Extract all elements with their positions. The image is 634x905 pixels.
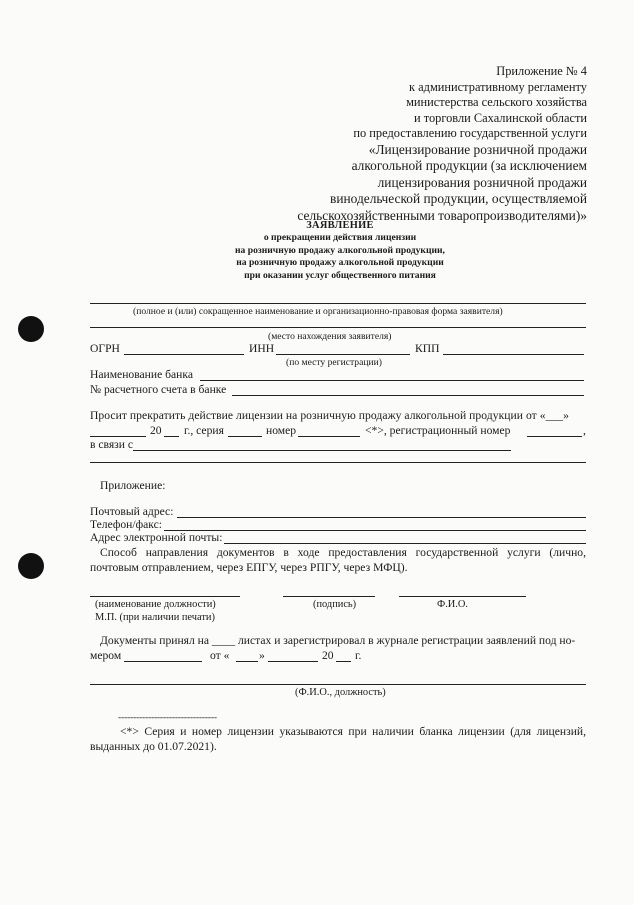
postal-field[interactable] bbox=[177, 517, 586, 518]
email-field[interactable] bbox=[224, 543, 586, 544]
attachment-label: Приложение: bbox=[100, 479, 166, 492]
signature-caption: (подпись) bbox=[313, 599, 357, 610]
bank-label: Наименование банка bbox=[90, 368, 193, 381]
appendix-line: винодельческой продукции, осуществляемой bbox=[330, 191, 587, 207]
appendix-line: к административному регламенту bbox=[409, 79, 587, 94]
accepted-number-label: мером bbox=[90, 649, 122, 662]
series-field[interactable] bbox=[228, 436, 262, 437]
document-heading bbox=[150, 220, 530, 282]
date-day-month-field[interactable] bbox=[90, 436, 146, 437]
accepted-quote-close: » bbox=[259, 649, 265, 662]
document-title: ЗАЯВЛЕНИЕ bbox=[306, 220, 374, 231]
postal-label: Почтовый адрес: bbox=[90, 505, 174, 518]
heading-line: на розничную продажу алкогольной продукции bbox=[236, 257, 444, 269]
heading-line: о прекращении действия лицензии bbox=[263, 232, 417, 244]
year-field[interactable] bbox=[164, 436, 179, 437]
ogrn-label: ОГРН bbox=[90, 342, 120, 355]
request-text: Просит прекратить действие лицензии на розничную продажу алкогольной продукции от «___» bbox=[90, 409, 569, 422]
appendix-line: и торговли Сахалинской области bbox=[413, 110, 587, 125]
bank-field[interactable] bbox=[200, 380, 584, 381]
delivery-method-text: Способ направления документов в ходе предоставления государственной услуги (лично, почтовым отправлением, через ЕПГУ, через РПГУ, через МФЦ). bbox=[90, 546, 586, 574]
punch-hole-top bbox=[18, 316, 44, 342]
registration-caption: (по месту регистрации) bbox=[286, 357, 382, 368]
reg-number-field[interactable] bbox=[527, 436, 582, 437]
appendix-line: лицензирования розничной продажи bbox=[377, 174, 587, 190]
applicant-location-field[interactable] bbox=[90, 327, 586, 328]
appendix-line: министерства сельского хозяйства bbox=[406, 95, 587, 110]
accepted-year-field[interactable] bbox=[336, 661, 351, 662]
reason-field-continuation[interactable] bbox=[90, 462, 586, 463]
appendix-line: по предоставлению государственной услуги bbox=[353, 126, 587, 141]
heading-line: на розничную продажу алкогольной продукции, bbox=[235, 244, 445, 256]
receiver-caption: (Ф.И.О., должность) bbox=[295, 687, 386, 698]
applicant-name-caption: (полное и (или) сокращенное наименование и организационно-правовая форма заявителя) bbox=[133, 306, 503, 317]
account-field[interactable] bbox=[232, 395, 584, 396]
inn-field[interactable] bbox=[276, 354, 410, 355]
accepted-number-field[interactable] bbox=[124, 661, 202, 662]
accepted-month-field[interactable] bbox=[268, 661, 318, 662]
heading-line: при оказании услуг общественного питания bbox=[244, 269, 436, 281]
kpp-label: КПП bbox=[415, 342, 440, 355]
reg-number-label: <*>, регистрационный номер bbox=[365, 424, 511, 437]
accepted-text-line1: Документы принял на ____ листах и зарегистрировал в журнале регистрации заявлений под но- bbox=[100, 634, 576, 647]
accepted-year-prefix: 20 bbox=[322, 649, 334, 662]
email-label: Адрес электронной почты: bbox=[90, 531, 223, 544]
fio-caption: Ф.И.О. bbox=[437, 599, 469, 610]
stamp-note: М.П. (при наличии печати) bbox=[95, 612, 215, 623]
ogrn-field[interactable] bbox=[124, 354, 244, 355]
appendix-line: сельскохозяйственными товаропроизводителями)» bbox=[297, 207, 587, 223]
phone-field[interactable] bbox=[164, 530, 586, 531]
account-label: № расчетного счета в банке bbox=[90, 383, 227, 396]
number-field[interactable] bbox=[298, 436, 360, 437]
appendix-line: «Лицензирование розничной продажи bbox=[368, 141, 587, 157]
fio-field[interactable] bbox=[399, 596, 526, 597]
footnote-text: <*> Серия и номер лицензии указываются при наличии бланка лицензии (для лицензий, выданных до 01.07.2021). bbox=[90, 725, 586, 753]
footnote-rule: --------------------------------- bbox=[118, 712, 217, 723]
appendix-line: алкогольной продукции (за исключением bbox=[351, 158, 587, 174]
receiver-field[interactable] bbox=[90, 684, 586, 685]
punch-hole-bottom bbox=[18, 553, 44, 579]
accepted-from-label: от « bbox=[210, 649, 230, 662]
kpp-field[interactable] bbox=[443, 354, 584, 355]
number-label: номер bbox=[266, 424, 297, 437]
reason-field[interactable] bbox=[133, 450, 511, 451]
comma: , bbox=[583, 424, 586, 437]
phone-label: Телефон/факс: bbox=[90, 518, 162, 531]
appendix-line: Приложение № 4 bbox=[496, 64, 587, 78]
series-label: г., серия bbox=[184, 424, 224, 437]
inn-label: ИНН bbox=[249, 342, 275, 355]
signature-field[interactable] bbox=[283, 596, 375, 597]
accepted-year-suffix: г. bbox=[355, 649, 362, 662]
appendix-block bbox=[297, 64, 587, 224]
location-caption: (место нахождения заявителя) bbox=[268, 331, 392, 342]
position-caption: (наименование должности) bbox=[95, 599, 216, 610]
applicant-name-field[interactable] bbox=[90, 303, 586, 304]
year-prefix: 20 bbox=[150, 424, 162, 437]
position-field[interactable] bbox=[90, 596, 240, 597]
accepted-day-field[interactable] bbox=[236, 661, 258, 662]
reason-label: в связи с bbox=[90, 438, 134, 451]
